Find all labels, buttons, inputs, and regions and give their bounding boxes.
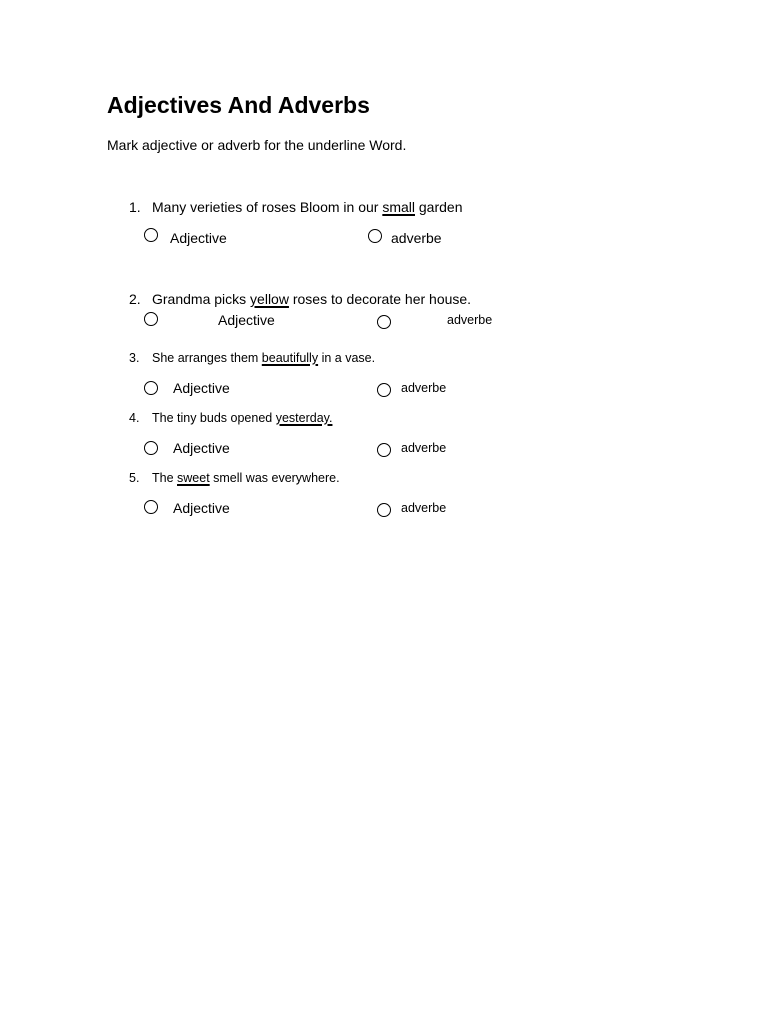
option-adverb-label: adverbe	[401, 441, 447, 455]
radio-adverb[interactable]	[368, 229, 382, 243]
option-adverb-label: adverbe	[391, 230, 442, 246]
radio-adjective[interactable]	[144, 381, 158, 395]
question-text-after: in a vase.	[318, 351, 376, 365]
question-text-after: smell was everywhere.	[209, 471, 340, 485]
page-title: Adjectives And Adverbs	[107, 92, 370, 118]
question-text	[152, 411, 332, 425]
question-text	[152, 199, 462, 215]
option-adverb-label: adverbe	[401, 381, 447, 395]
question-text-before: The tiny buds opened	[152, 411, 276, 425]
radio-adjective[interactable]	[144, 441, 158, 455]
radio-adverb[interactable]	[377, 315, 391, 329]
radio-adverb[interactable]	[377, 383, 391, 397]
option-adjective-label: Adjective	[170, 230, 227, 246]
question-text-before: The	[152, 471, 178, 485]
question-number: 3.	[129, 351, 140, 365]
underlined-word: sweet	[177, 471, 210, 485]
option-adverb-label: adverbe	[401, 501, 447, 515]
underlined-word: small	[382, 199, 415, 215]
question-text-before: Many verieties of roses Bloom in our	[152, 199, 383, 215]
question-number: 1.	[129, 199, 141, 215]
underlined-word: yesterday.	[275, 411, 333, 425]
radio-adverb[interactable]	[377, 503, 391, 517]
question-number: 4.	[129, 411, 140, 425]
option-adjective-label: Adjective	[173, 440, 230, 456]
question-text	[152, 471, 340, 485]
underlined-word: yellow	[250, 291, 289, 307]
radio-adjective[interactable]	[144, 500, 158, 514]
question-number: 2.	[129, 291, 141, 307]
underlined-word: beautifully	[261, 351, 319, 365]
question-text	[152, 351, 375, 365]
instruction-text: Mark adjective or adverb for the underline Word.	[107, 137, 407, 153]
question-text	[152, 291, 471, 307]
question-text-before: Grandma picks	[152, 291, 251, 307]
radio-adjective[interactable]	[144, 228, 158, 242]
question-text-before: She arranges them	[152, 351, 262, 365]
option-adjective-label: Adjective	[173, 380, 230, 396]
radio-adjective[interactable]	[144, 312, 158, 326]
question-text-after: roses to decorate her house.	[288, 291, 472, 307]
option-adjective-label: Adjective	[173, 500, 230, 516]
question-text-after: garden	[415, 199, 463, 215]
question-number: 5.	[129, 471, 140, 485]
radio-adverb[interactable]	[377, 443, 391, 457]
option-adjective-label: Adjective	[218, 312, 275, 328]
option-adverb-label: adverbe	[447, 313, 493, 327]
